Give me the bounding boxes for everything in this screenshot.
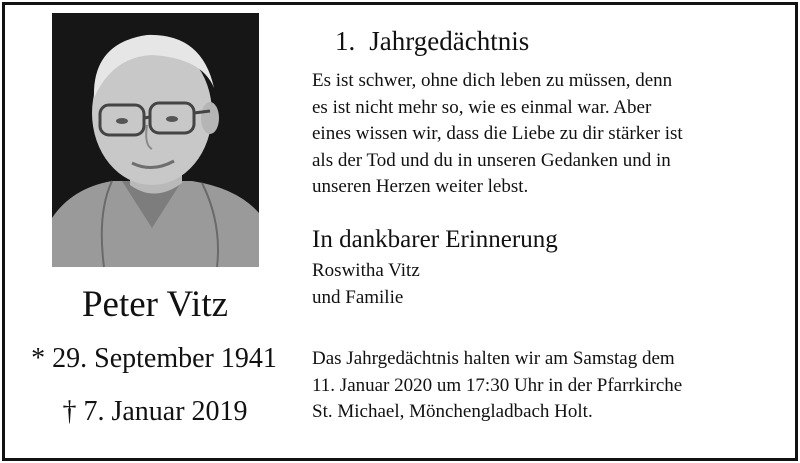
signer-name: und Familie xyxy=(312,287,404,308)
gratitude-heading: In dankbarer Erinnerung xyxy=(312,226,558,253)
notice-line: Das Jahrgedächtnis halten wir am Samstag dem xyxy=(312,348,675,369)
deceased-name: Peter Vitz xyxy=(81,284,229,325)
memorial-service-notice xyxy=(312,346,682,426)
portrait-photo xyxy=(52,13,259,267)
death-date: † 7. Januar 2019 xyxy=(62,396,248,427)
birth-date: * 29. September 1941 xyxy=(31,343,277,374)
poem-text xyxy=(312,68,782,201)
poem-line: unseren Herzen weiter lebst. xyxy=(312,176,529,197)
signers xyxy=(312,257,420,311)
notice-line: 11. Januar 2020 um 17:30 Uhr in der Pfarrkirche xyxy=(312,374,683,396)
anniversary-number: 1. xyxy=(335,26,356,56)
heading-title: Jahrgedächtnis xyxy=(369,26,530,56)
notice-heading xyxy=(335,24,529,58)
signer-name: Roswitha Vitz xyxy=(312,260,420,281)
poem-line: eines wissen wir, dass die Liebe zu dir stärker ist xyxy=(312,123,683,144)
portrait-illustration xyxy=(52,13,259,267)
poem-line: als der Tod und du in unseren Gedanken und in xyxy=(312,149,671,171)
poem-line: es ist nicht mehr so, wie es einmal war. Aber xyxy=(312,96,652,118)
poem-line: Es ist schwer, ohne dich leben zu müssen, denn xyxy=(312,70,673,91)
notice-line: St. Michael, Mönchengladbach Holt. xyxy=(312,401,593,422)
